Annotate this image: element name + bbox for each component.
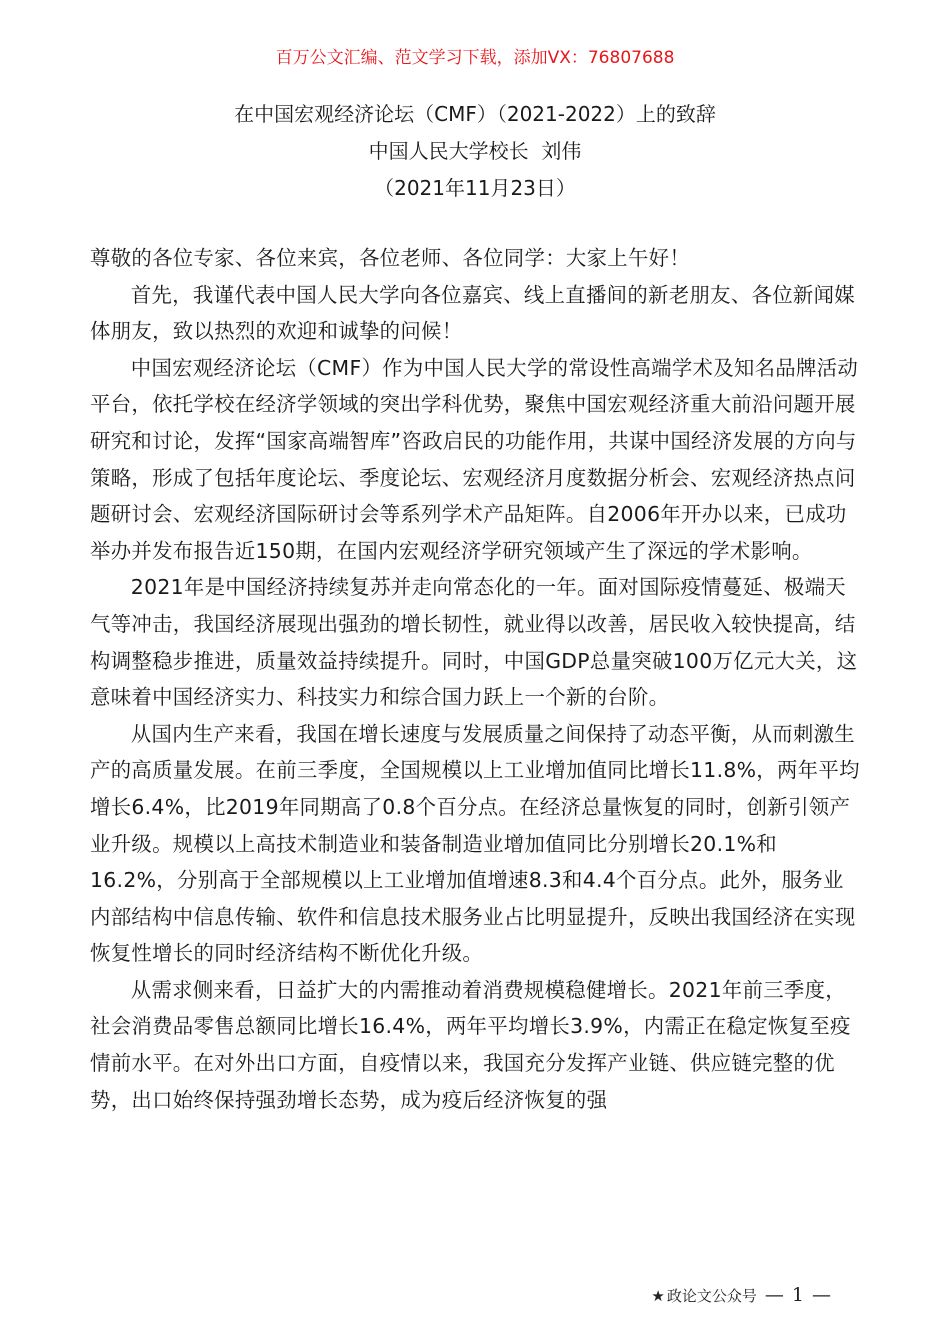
document-author: 中国人民大学校长 刘伟 [368, 139, 582, 163]
document-date: （2021年11月23日） [374, 176, 576, 200]
star-icon: ★ [651, 1287, 665, 1305]
body-paragraph: 首先，我谨代表中国人民大学向各位嘉宾、线上直播间的新老朋友、各位新闻媒体朋友，致以热烈的欢迎和诚挚的问候！ [90, 282, 855, 344]
footer-source: 政论文公众号 [666, 1287, 757, 1305]
document-heading [0, 96, 950, 207]
page-footer [0, 1282, 832, 1309]
document-title: 在中国宏观经济论坛（CMF）（2021-2022）上的致辞 [234, 102, 716, 126]
document-body [90, 240, 862, 1118]
download-banner [0, 44, 950, 72]
salutation-paragraph: 尊敬的各位专家、各位来宾，各位老师、各位同学：大家上午好！ [90, 246, 691, 270]
body-paragraph: 从国内生产来看，我国在增长速度与发展质量之间保持了动态平衡，从而刺激生产的高质量发展。在前三季度，全国规模以上工业增加值同比增长11.8%，两年平均增长6.4%，比2019年同期高了0.8个百分点。在经济总量恢复的同时，创新引领产业升级。规模以上高技术制造业和装备制造业增加值同比分别增长20.1%和16.2%，分别高于全部规模以上工业增加值增速8.3和4.4个百分点。此外，服务业内部结构中信息传输、软件和信息技术服务业占比明显提升，反映出我国经济在实现恢复性增长的同时经济结构不断优化升级。 [90, 721, 860, 966]
body-paragraph: 2021年是中国经济持续复苏并走向常态化的一年。面对国际疫情蔓延、极端天气等冲击，我国经济展现出强劲的增长韧性，就业得以改善，居民收入较快提高，结构调整稳步推进，质量效益持续提升。同时，中国GDP总量突破100万亿元大关，这意味着中国经济实力、科技实力和综合国力跃上一个新的台阶。 [90, 575, 858, 710]
body-paragraph: 从需求侧来看，日益扩大的内需推动着消费规模稳健增长。2021年前三季度，社会消费品零售总额同比增长16.4%，两年平均增长3.9%，内需正在稳定恢复至疫情前水平。在对外出口方面，自疫情以来，我国充分发挥产业链、供应链完整的优势，出口始终保持强劲增长态势，成为疫后经济恢复的强 [90, 977, 851, 1112]
banner-text: 百万公文汇编、范文学习下载，添加VX：76807688 [275, 48, 675, 68]
body-paragraph: 中国宏观经济论坛（CMF）作为中国人民大学的常设性高端学术及知名品牌活动平台，依托学校在经济学领域的突出学科优势，聚焦中国宏观经济重大前沿问题开展研究和讨论，发挥“国家高端智库”咨政启民的功能作用，共谋中国经济发展的方向与策略，形成了包括年度论坛、季度论坛、宏观经济月度数据分析会、宏观经济热点问题研讨会、宏观经济国际研讨会等系列学术产品矩阵。自2006年开办以来，已成功举办并发布报告近150期，在国内宏观经济学研究领域产生了深远的学术影响。 [90, 355, 859, 563]
page-number: — 1 — [764, 1284, 832, 1306]
